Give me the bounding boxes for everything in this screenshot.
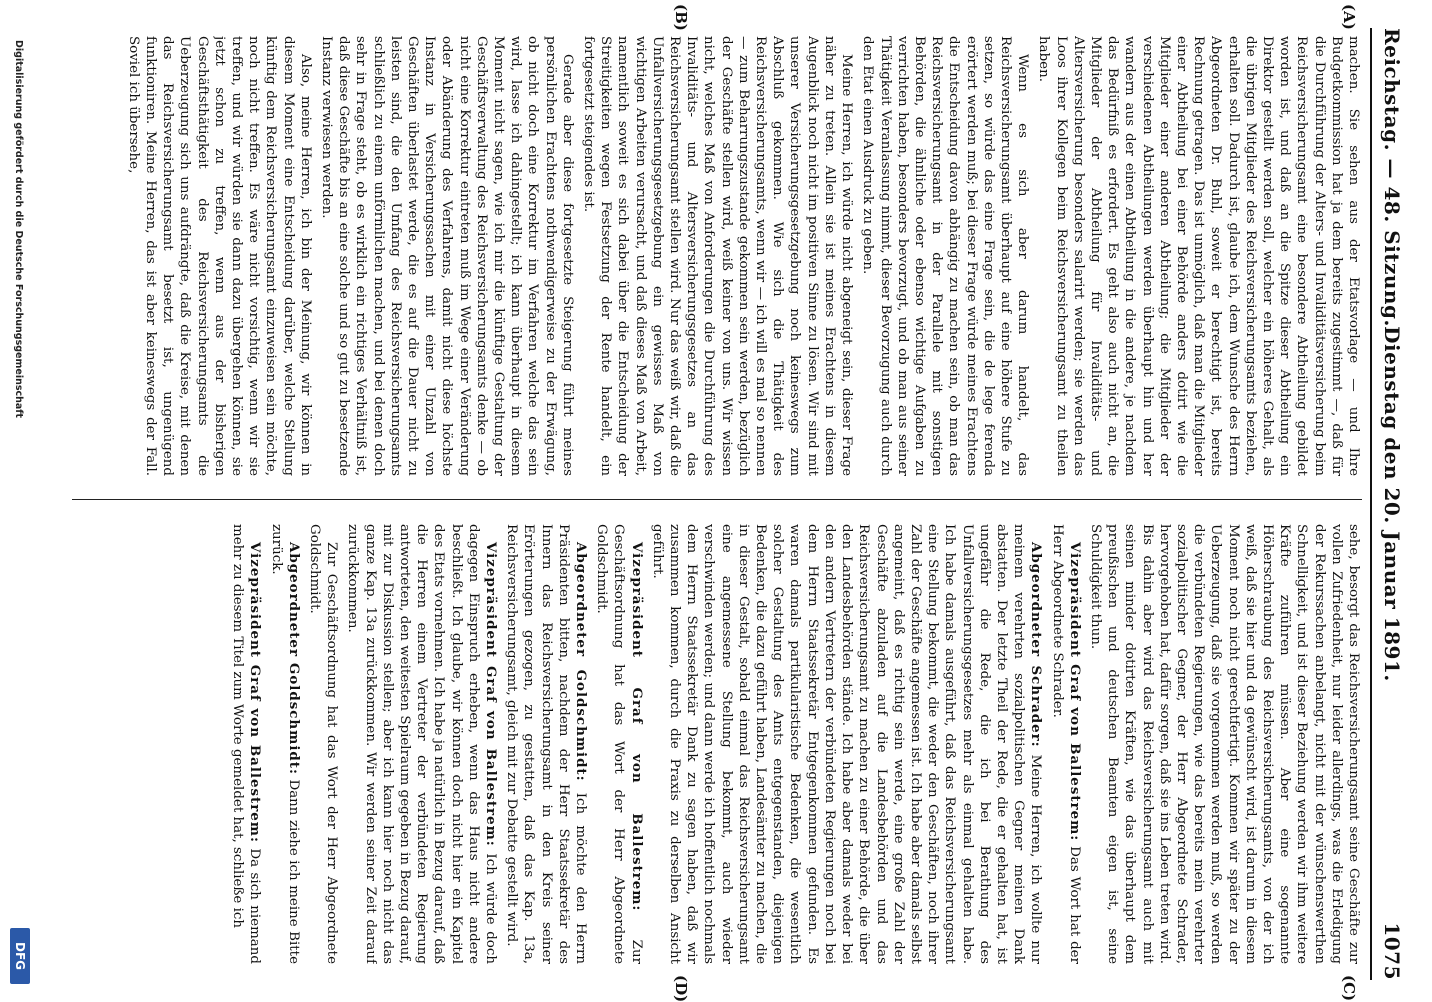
margin-marker-b: (B)	[672, 4, 690, 31]
margin-marker-c: (C)	[1340, 975, 1358, 1002]
speaker-name: Vizepräsident Graf von Ballestrem:	[483, 542, 500, 847]
speaker-paragraph	[503, 524, 589, 964]
column-divider	[72, 499, 1362, 500]
margin-marker-a: (A)	[1340, 4, 1358, 30]
speaker-name: Vizepräsident Graf von Ballestrem:	[247, 542, 264, 843]
speech-text: Ich möchte den Herrn Präsidenten bitten, nachdem der Herr Staatssekretär des Innern das Reichsversicherungsamt in den Kreis seiner Erörterungen gezogen, zu gestatten, daß das Kap. 13a, Reichsversicherungsamt, gleich mit zur Debatte gestellt wird.	[504, 524, 589, 964]
paragraph: Zur Geschäftsordnung hat das Wort der Herr Abgeordnete Goldschmidt.	[307, 524, 340, 964]
page-number: 1075	[1380, 922, 1404, 980]
speaker-paragraph	[267, 524, 301, 964]
page-header	[1370, 28, 1410, 980]
speech-text: Da sich niemand mehr zu diesem Titel zum Worte gemeldet hat, schließe ich	[230, 524, 263, 964]
speech-text: Meine Herren, ich wollte nur meinem verehrten sozialpolitischen Gegner meinen Dank abstatten. Der letzte Theil der Rede, die er gehalten hat, ist ungefähr die Rede, die ich bei Berathung des Unfallversicherungsgesetzes mehr als einmal gehalten habe. Ich habe damals ausgeführt, daß das Reichsversicherungsamt eine Stellung bekommt, die weder den Geschäften, noch ihrer Zahl der Geschäfte angemessen ist. Ich habe aber damals selbst angemeint, daß es richtig sein werde, eine große Zahl der Geschäfte abzuladen auf die Landesbehörden und das Reichsversicherungsamt zu machen zu einer Behörde, die über den Landesbehörden stände. Ich habe aber damals weder bei den andern Vertretern der verbündeten Regierungen noch bei dem Herrn Staatssekretär Entgegenkommen gefunden. Es waren damals partikularistische Bedenken, die wesentlich solcher Gestaltung des Amts entgegenstanden, diejenigen Bedenken, die dazu geführt haben, Landesämter zu machen, die in dieser Gestalt, sobald einmal das Reichsversicherungsamt eine angemessene Stellung bekommt, auch wieder verschwinden werden; und dann werde ich hoffentlich nochmals dem Herrn Staatssekretär Dank zu sagen haben, daß wir zusammen kommen, durch die Praxis zu derselben Ansicht geführt.	[649, 524, 1044, 964]
speaker-name: Abgeordneter Schrader:	[1028, 542, 1045, 748]
header-center: Dienstag den 20. Januar 1891.	[1380, 326, 1404, 682]
left-column	[62, 36, 1362, 476]
paragraph: Meine Herren, ich würde nicht abgeneigt sein, dieser Frage näher zu treten. Allein sie ist meines Erachtens in diesem Augenblick noch nicht im positiven Sinne zu lösen. Wir sind mit unserer Versicherungsgesetzgebung noch keineswegs zum Abschluß gekommen. Wie sich die Thätigkeit des Reichsversicherungsamts, wenn wir — ich will es mal so nennen — zum Beharrungszustande gekommen sein werden, bezüglich der Geschäfte stellen wird, weiß keiner von uns. Wir wissen nicht, welches Maß von Anforderungen die Durchführung des Invaliditäts- und Altersversicherungsgesetzes an das Reichsversicherungsamt stellen wird. Nur das weiß wir, daß die Unfallversicherungsgesetzgebung ein gewisses Maß von wichtigen Arbeiten verursacht, und daß dieses Maß von Arbeit, namentlich soweit es sich dabei über die Entscheidung der Streitigkeiten wegen Festsetzung der Rente handelt, ein fortgesetzt steigendes ist.	[581, 36, 855, 476]
speech-text: Dann ziehe ich meine Bitte zurück.	[268, 524, 301, 964]
speaker-name: Abgeordneter Goldschmidt:	[573, 542, 590, 782]
speaker-name: Vizepräsident Graf von Ballestrem:	[1066, 542, 1083, 842]
header-left: Reichstag. — 48. Sitzung.	[1380, 28, 1404, 327]
speaker-paragraph	[229, 524, 263, 964]
speech-text: Ich würde doch dagegen Einspruch erheben, wenn das Haus nicht andere beschließt. Ich glaube, wir können doch nicht hier ein Kapitel des Etats vornehmen. Ich habe ja natürlich in Bezug darauf, daß die Herren einem Vertreter der verbündeten Regierung antworteten, den weitesten Spielraum gegeben in Bezug darauf, mit zur Diskussion stellen; aber ich kann hier noch nicht das ganze Kap. 13a zurückkommen. Wir werden seiner Zeit darauf zurückkommen.	[345, 524, 499, 964]
speaker-paragraph	[344, 524, 499, 964]
dfg-logo: DFG	[10, 928, 30, 984]
paragraph: machen. Sie sehen aus der Etatsvorlage — und Ihre Budgetkommission hat ja dem bereits zugestimmt —, daß für die Durchführung der Alters- und Invaliditätsversicherung beim Reichsversicherungsamt eine besondere Abtheilung gebildet worden ist, und daß an die Spitze dieser Abtheilung ein Direktor gestellt werden soll, welcher ein höheres Gehalt, als die übrigen Mitglieder des Reichsversicherungsamts beziehen, erhalten soll. Dadurch ist, glaube ich, dem Wunsche des Herrn Abgeordneten Dr. Buhl, soweit er berechtigt ist, bereits Rechnung getragen. Das ist unmöglich, daß man die Mitglieder einer Abtheilung bei einer Behörde anders dotirt wie die Mitglieder einer anderen Abtheilung; die Mitglieder der verschiedenen Abtheilungen werden überhaupt hin und her wandern aus der einen Abtheilung in die andere, je nachdem das Bedürfniß es erfordert. Es geht also auch nicht an, die Mitglieder der Abtheilung für Invaliditäts- und Altersversicherung besonders salarirt werden; sie werden das Loos ihrer Kollegen beim Reichsversicherungsamt zu theilen haben.	[1036, 36, 1361, 476]
paragraph: Wenn es sich aber darum handelt, das Reichsversicherungsamt überhaupt auf eine höhere Stufe zu setzen, so würde das eine Frage sein, die de lege ferenda erörtert werden muß; bei dieser Frage würde meines Erachtens die Entscheidung davon abhängig zu machen sein, ob man das Reichsversicherungsamt in der Parallele mit sonstigen Behörden, die ähnliche oder ebenso wichtige Aufgaben zu verrichten haben, besonders bevorzugt, und ob man aus seiner Thätigkeit Veranlassung nimmt, dieser Bevorzugung auch durch den Etat einen Ausdruck zu geben.	[860, 36, 1031, 476]
speaker-name: Abgeordneter Goldschmidt:	[285, 542, 302, 775]
speaker-paragraph	[649, 524, 1045, 964]
right-column	[62, 524, 1362, 964]
paragraph: Gerade aber diese fortgesetzte Steigerung führt meines persönlichen Erachtens nothwendigerweise zu der Erwägung, ob nicht doch eine Korrektur im Verfahren welche das sein wird, lasse ich dahingestellt; ich kann überhaupt in diesem Moment nicht sagen, wie ich mir die künftige Gestaltung der Geschäftsverwaltung des Reichsversicherungsamts denke — ob nicht eine Korrektur eintreten muß im Wege einer Veränderung oder Abänderung des Verfahrens, damit nicht diese höchste Instanz in Versicherungssachen mit einer Unzahl von Geschäften überlastet werde, die es auf die Dauer nicht zu leisten sind, die den Umfang des Reichsversicherungsamts schließlich zu einem unförmlichen machen, und bei denen doch sehr in Frage steht, ob es wirklich ein richtiges Verhältniß ist, daß diese Geschäfte bis an eine solche und so gut zu besetzende Instanz verwiesen werden.	[319, 36, 575, 476]
speaker-paragraph	[593, 524, 645, 964]
paragraph: sehe, besorgt das Reichsversicherungsamt seine Geschäfte zur vollen Zufriedenheit, nur leider allerdings, was die Erledigung der Rekurssachen anbelangt, nicht mit der wünschenswerthen Schnelligkeit, und ist dieser Beziehung werden wir ihm weitere Kräfte zuführen müssen. Aber eine sogenannte Höherschraubung des Reichsversicherungsamts, von der ich weiß, daß sie hier und da gewünscht wird, ist darum in diesem Moment noch nicht gerechtfertigt. Kommen wir später zu der Ueberzeugung, daß sie vorgenommen werden muß, so werden die verbündeten Regierungen, wie das bereits mein verehrter sozialpolitischer Gegner, der Herr Abgeordnete Schrader, hervorgehoben hat, dafür sorgen, daß sie ins Leben treten wird. Bis dahin aber wird das Reichsversicherungsamt auch mit seinen minder dotirten Kräften, wie das überhaupt dem preußischen und deutschen Beamten eigen ist, seine Schuldigkeit thun.	[1087, 524, 1361, 964]
digitization-credit: Digitalisierung gefördert durch die Deutsche Forschungsgemeinschaft	[13, 40, 24, 418]
speaker-paragraph	[1048, 524, 1082, 964]
speaker-name: Vizepräsident Graf von Ballestrem:	[628, 542, 645, 912]
paragraph: Also, meine Herren, ich bin der Meinung, wir können in diesem Moment eine Entscheidung darüber, welche Stellung künftig dem Reichsversicherungsamt einzuweisen sein möchte, noch nicht treffen. Es wäre nicht vorsichtig, wenn wir sie treffen, und wir würden sie dann dazu übergehen können, sie jetzt schon zu treffen, wenn aus der bisherigen Geschäftsthätigkeit des Reichsversicherungsamts die Ueberzeugung sich uns aufdrängte, daß die Kreise, mit denen das Reichsversicherungsamt besetzt ist, ungenügend funktioniren. Meine Herren, das ist aber keineswegs der Fall. Soviel ich übersehe,	[125, 36, 313, 476]
speech-text: Zur Geschäftsordnung hat das Wort der Herr Abgeordnete Goldschmidt.	[594, 524, 644, 964]
speech-text: Das Wort hat der Herr Abgeordnete Schrader.	[1049, 524, 1082, 964]
margin-marker-d: (D)	[672, 975, 690, 1002]
